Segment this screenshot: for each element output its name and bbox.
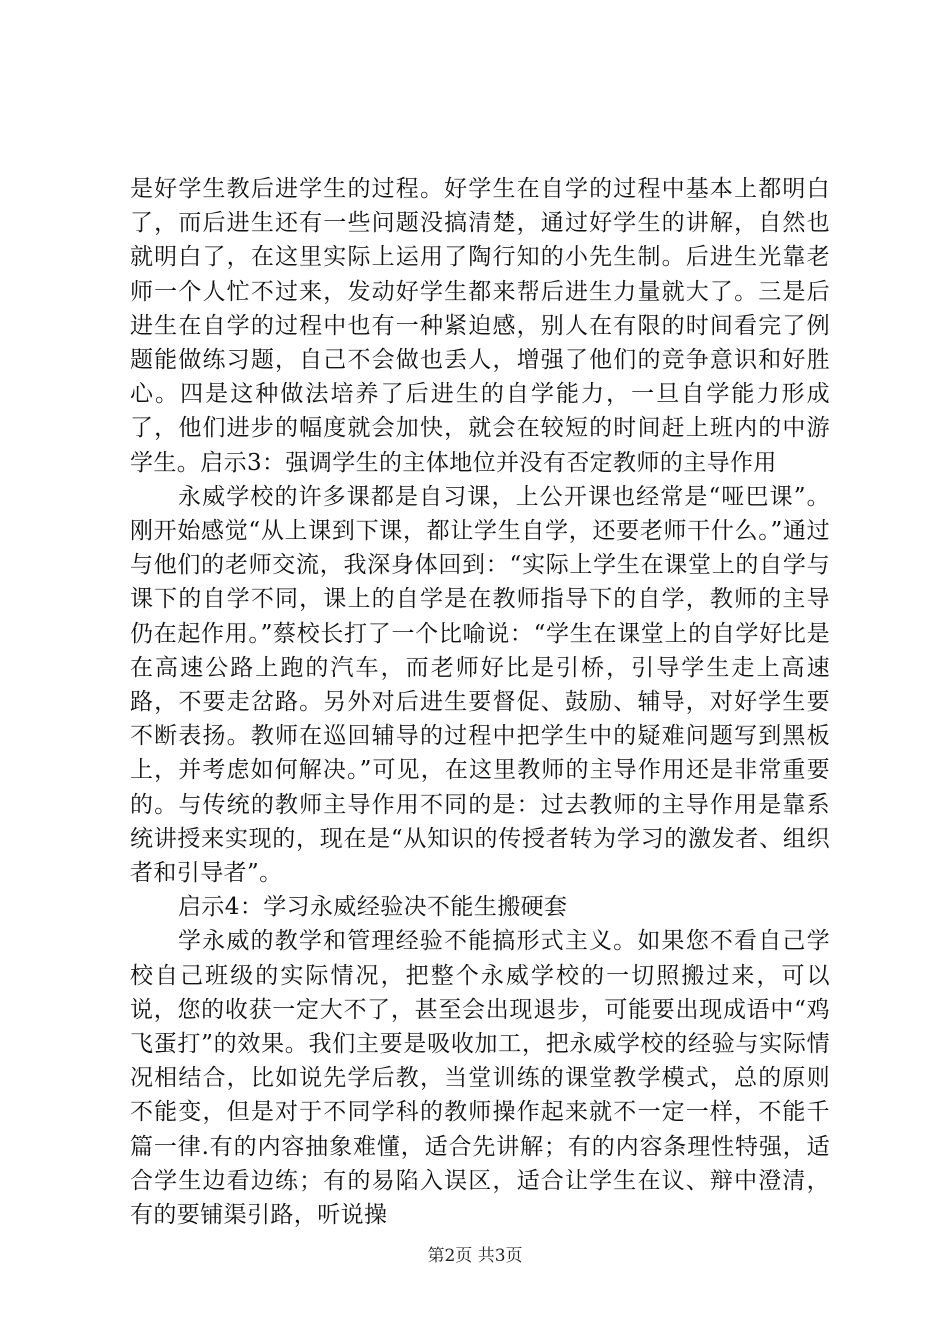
paragraph-learning-experience: 学永威的教学和管理经验不能搞形式主义。如果您不看自己学校自己班级的实际情况，把整个永威学校的一切照搬过来，可以说，您的收获一定大不了，甚至会出现退步，可能要出现成语中“鸡飞蛋打”的效果。我们主要是吸收加工，把永威学校的经验与实际情况相结合，比如说先学后教，当堂训练的课堂教学模式，总的原则不能变，但是对于不同学科的教师操作起来就不一定一样，不能千篇一律.有的内容抽象难懂，适合先讲解；有的内容条理性特强，适合学生边看边练；有的易陷入误区，适合让学生在议、辩中澄清，有的要铺渠引路，听说操 — [130, 928, 830, 1229]
paragraph-continuation: 是好学生教后进学生的过程。好学生在自学的过程中基本上都明白了，而后进生还有一些问题没搞清楚，通过好学生的讲解，自然也就明白了，在这里实际上运用了陶行知的小先生制。后进生光靠老师一个人忙不过来，发动好学生都来帮后进生力量就大了。三是后进生在自学的过程中也有一种紧迫感，别人在有限的时间看完了例题能做练习题，自己不会做也丢人，增强了他们的竞争意识和好胜心。四是这种做法培养了后进生的自学能力，一旦自学能力形成了，他们进步的幅度就会加快，就会在较短的时间赶上班内的中游学生。启示3：强调学生的主体地位并没有否定教师的主导作用 — [130, 176, 830, 476]
document-body — [130, 172, 830, 1232]
paragraph-heading-insight-4: 启示4：学习永威经验决不能生搬硬套 — [178, 894, 568, 921]
paragraph-yongwei-lessons: 永威学校的许多课都是自习课，上公开课也经常是“哑巴课”。刚开始感觉“从上课到下课，都让学生自学，还要老师干什么。”通过与他们的老师交流，我深身体回到：“实际上学生在课堂上的自学与课下的自学不同，课上的自学是在教师指导下的自学，教师的主导仍在起作用。”蔡校长打了一个比喻说：“学生在课堂上的自学好比是在高速公路上跑的汽车，而老师好比是引桥，引导学生走上高速路，不要走岔路。另外对后进生要督促、鼓励、辅导，对好学生要不断表扬。教师在巡回辅导的过程中把学生中的疑难问题写到黑板上，并考虑如何解决。”可见，在这里教师的主导作用还是非常重要的。与传统的教师主导作用不同的是：过去教师的主导作用是靠系统讲授来实现的，现在是“从知识的传授者转为学习的激发者、组织者和引导者”。 — [130, 483, 830, 887]
page-footer: 第2页 共3页 — [427, 1246, 523, 1266]
